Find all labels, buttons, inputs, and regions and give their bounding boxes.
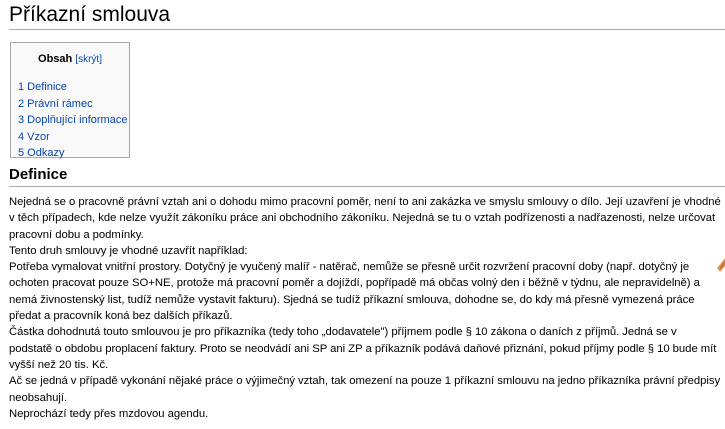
- toc-item-pravni-ramec[interactable]: 2 Právní rámec: [18, 97, 93, 110]
- paragraph: Potřeba vymalovat vnitřní prostory. Dotyčný je vyučený malíř - natěrač, nemůže se přesně určit rozvržení pracovní doby (např. dotyčný je ochoten pracovat pouze SO+NE, protože má pracovní poměr a dojíždí, popřípadě má občas volný den i běžně v týdnu, ale nepravidelně) a nemá živnostenský list, tudíž nemůže vystavit fakturu). Sjedná se tudíž příkazní smlouva, dohodne se, do kdy má přesně vymezená práce předat a pracovník koná bez dalších příkazů.: [9, 261, 700, 323]
- paragraph: Neprochází tedy přes mzdovou agendu.: [9, 407, 209, 420]
- paragraph: Tento druh smlouvy je vhodné uzavřít například:: [9, 244, 248, 257]
- page-title: Příkazní smlouva: [9, 2, 725, 30]
- toc-item-doplnujici-informace[interactable]: 3 Doplňující informace: [18, 114, 128, 126]
- toc-item-vzor[interactable]: 4 Vzor: [18, 130, 50, 143]
- toc-toggle-link[interactable]: [skrýt]: [75, 54, 102, 65]
- toc-list: [11, 79, 129, 162]
- paragraph: Částka dohodnutá touto smlouvou je pro příkazníka (tedy toho „dodavatele") příjmem podle § 10 zákona o daních z příjmů. Jedná se v podstatě o obdobu proplacení faktury. Proto se neodvádí ani SP ani ZP a příkazník podává daňové přiznání, pokud příjmy podle § 10 bude mít vyšší než 20 tis. Kč.: [9, 326, 717, 371]
- paragraph: Nejedná se o pracovně právní vztah ani o dohodu mimo pracovní poměr, není to ani zakázka ve smyslu smlouvy o dílo. Její uzavření je vhodné v těch případech, kde nelze využít zákoníku práce ani obchodního zákoníku. Nejedná se tu o vztah podřízenosti a nadřazenosti, nelze určovat pracovní dobu a podmínky.: [9, 196, 721, 241]
- table-of-contents: [10, 42, 130, 158]
- toc-title: Obsah: [38, 53, 73, 65]
- toc-item-definice[interactable]: 1 Definice: [18, 81, 67, 93]
- image-edge-icon: [711, 256, 725, 274]
- toc-item-odkazy[interactable]: 5 Odkazy: [18, 147, 65, 159]
- toc-header: [11, 52, 129, 67]
- section-content: [9, 194, 721, 422]
- paragraph: Ač se jedná v případě vykonání nějaké práce o výjimečný vztah, tak omezení na pouze 1 příkazní smlouvu na jedno příkazníka právní předpisy neobsahují.: [9, 375, 721, 404]
- section-heading: Definice: [9, 165, 725, 187]
